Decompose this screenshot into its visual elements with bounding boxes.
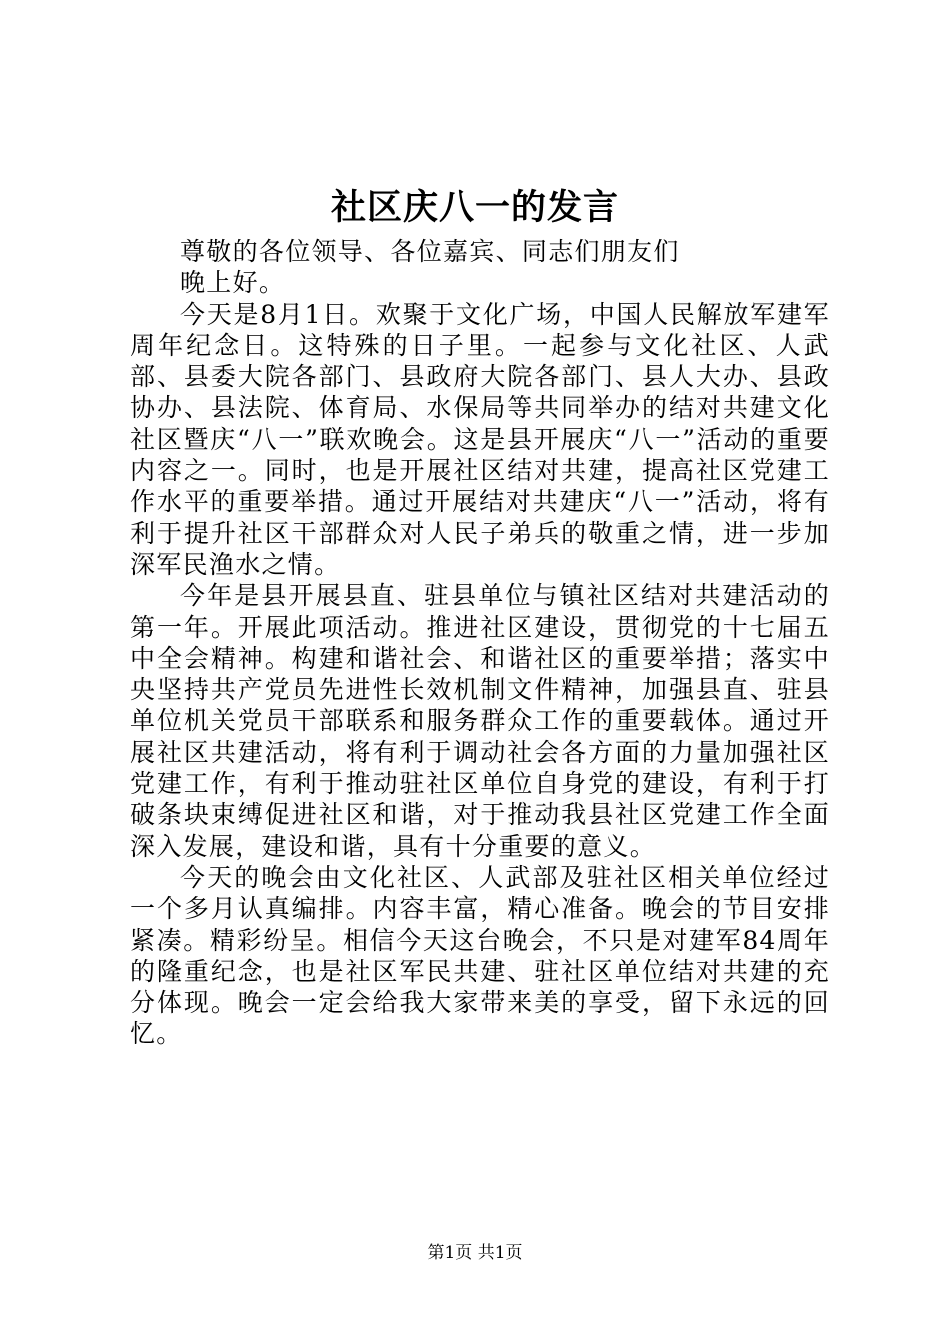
salutation: 尊敬的各位领导、各位嘉宾、同志们朋友们 — [180, 237, 680, 266]
body-paragraph: 今年是县开展县直、驻县单位与镇社区结对共建活动的第一年。开展此项活动。推进社区建设，贯彻党的十七届五中全会精神。构建和谐社会、和谐社区的重要举措；落实中央坚持共产党员先进性长效机制文件精神，加强县直、驻县单位机关党员干部联系和服务群众工作的重要载体。通过开展社区共建活动，将有利于调动社会各方面的力量加强社区党建工作，有利于推动驻社区单位自身党的建设，有利于打破条块束缚促进社区和谐，对于推动我县社区党建工作全面深入发展，建设和谐，具有十分重要的意义。 — [130, 581, 830, 861]
document-body — [130, 236, 830, 1050]
body-paragraph: 今天的晚会由文化社区、人武部及驻社区相关单位经过一个多月认真编排。内容丰富，精心准备。晚会的节目安排紧凑。精彩纷呈。相信今天这台晚会，不只是对建军84周年的隆重纪念，也是社区军民共建、驻社区单位结对共建的充分体现。晚会一定会给我大家带来美的享受，留下永远的回忆。 — [130, 862, 830, 1049]
body-paragraph: 今天是8月1日。欢聚于文化广场，中国人民解放军建军周年纪念日。这特殊的日子里。一起参与文化社区、人武部、县委大院各部门、县政府大院各部门、县人大办、县政协办、县法院、体育局、水保局等共同举办的结对共建文化社区暨庆“八一”联欢晚会。这是县开展庆“八一”活动的重要内容之一。同时，也是开展社区结对共建，提高社区党建工作水平的重要举措。通过开展结对共建庆“八一”活动，将有利于提升社区干部群众对人民子弟兵的敬重之情，进一步加深军民渔水之情。 — [130, 299, 830, 579]
document-title: 社区庆八一的发言 — [330, 187, 619, 228]
greeting: 晚上好。 — [180, 268, 286, 298]
page-number-footer: 第1页 共1页 — [427, 1243, 523, 1263]
